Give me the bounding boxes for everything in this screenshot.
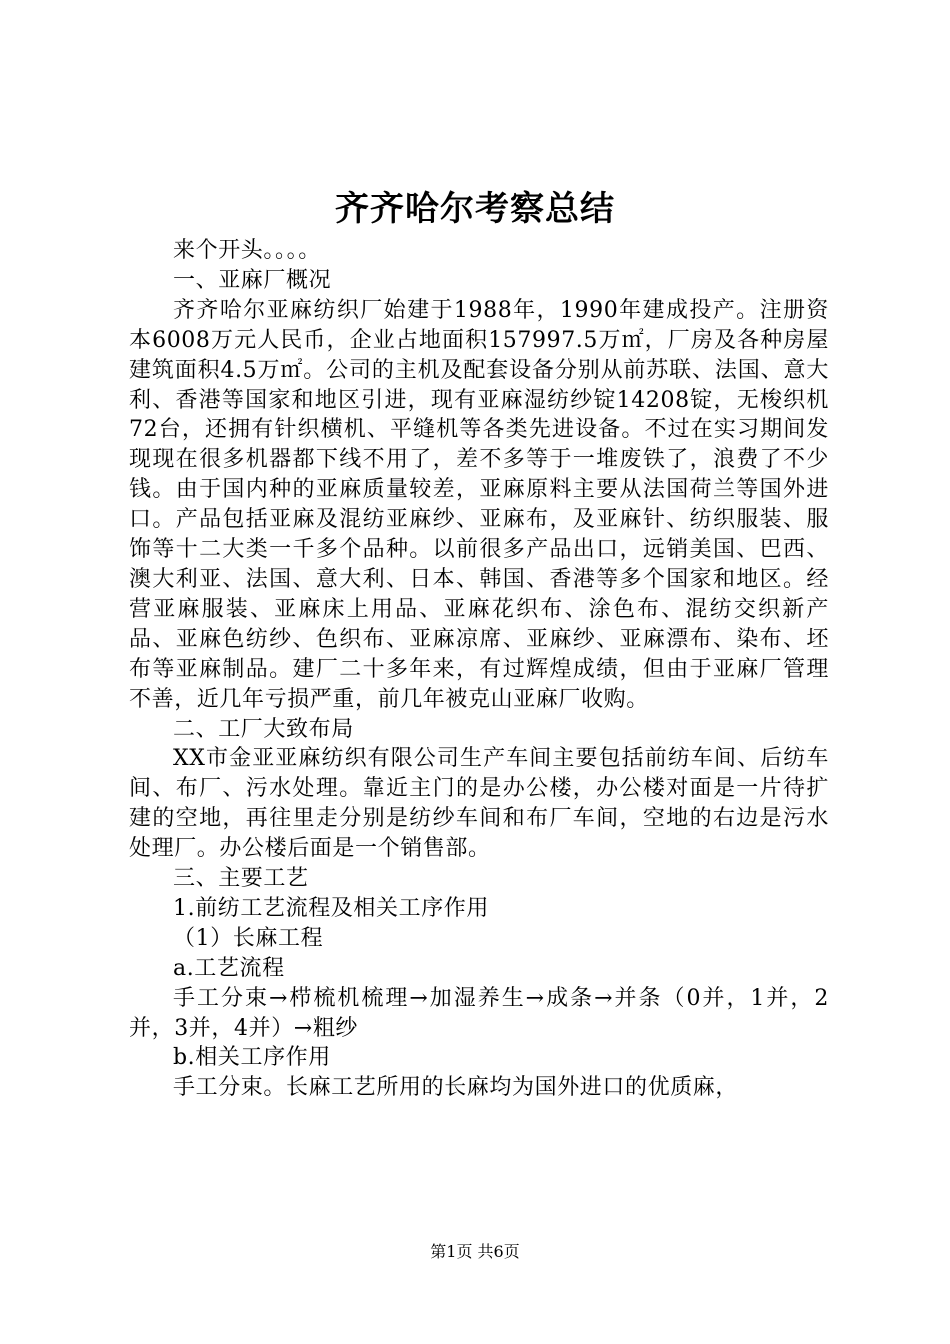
page-footer: 第1页 共6页 — [430, 1242, 520, 1261]
paragraph-intro: 来个开头。。。。 — [173, 238, 321, 263]
document-body — [129, 236, 829, 1103]
paragraph-manual-split: 手工分束。长麻工艺所用的长麻均为国外进口的优质麻， — [173, 1075, 739, 1101]
document-title: 齐齐哈尔考察总结 — [335, 189, 615, 229]
heading-section-2: 二、工厂大致布局 — [173, 716, 354, 742]
heading-long-flax: （1）长麻工程 — [173, 925, 324, 951]
heading-section-3: 三、主要工艺 — [173, 866, 309, 892]
paragraph-factory-layout: XX市金亚亚麻纺织有限公司生产车间主要包括前纺车间、后纺车间、布厂、污水处理。靠近主门的是办公楼，办公楼对面是一片待扩建的空地，再往里走分别是纺纱车间和布厂车间，空地的右边是污水处理厂。办公楼后面是一个销售部。 — [129, 746, 829, 862]
paragraph-factory-overview: 齐齐哈尔亚麻纺织厂始建于1988年，1990年建成投产。注册资本6008万元人民币，企业占地面积157997.5万㎡，厂房及各种房屋建筑面积4.5万㎡。公司的主机及配套设备分别从前苏联、法国、意大利、香港等国家和地区引进，现有亚麻湿纺纱锭14208锭，无梭织机72台，还拥有针织横机、平缝机等各类先进设备。不过在实习期间发现现在很多机器都下线不用了，差不多等于一堆废铁了，浪费了不少钱。由于国内种的亚麻质量较差，亚麻原料主要从法国荷兰等国外进口。产品包括亚麻及混纺亚麻纱、亚麻布，及亚麻针、纺织服装、服饰等十二大类一千多个品种。以前很多产品出口，远销美国、巴西、澳大利亚、法国、意大利、日本、韩国、香港等多个国家和地区。经营亚麻服装、亚麻床上用品、亚麻花织布、涂色布、混纺交织新产品、亚麻色纺纱、色织布、亚麻凉席、亚麻纱、亚麻漂布、染布、坯布等亚麻制品。建厂二十多年来，有过辉煌成绩，但由于亚麻厂管理不善，近几年亏损严重，前几年被克山亚麻厂收购。 — [129, 297, 829, 712]
paragraph-process-flow: 手工分束→栉梳机梳理→加湿养生→成条→并条（0并，1并，2并，3并，4并）→粗纱 — [129, 985, 829, 1041]
heading-process-flow: a.工艺流程 — [173, 955, 285, 981]
heading-subsection-1: 1.前纺工艺流程及相关工序作用 — [173, 895, 489, 921]
heading-section-1: 一、亚麻厂概况 — [173, 267, 332, 293]
heading-process-roles: b.相关工序作用 — [173, 1045, 331, 1071]
